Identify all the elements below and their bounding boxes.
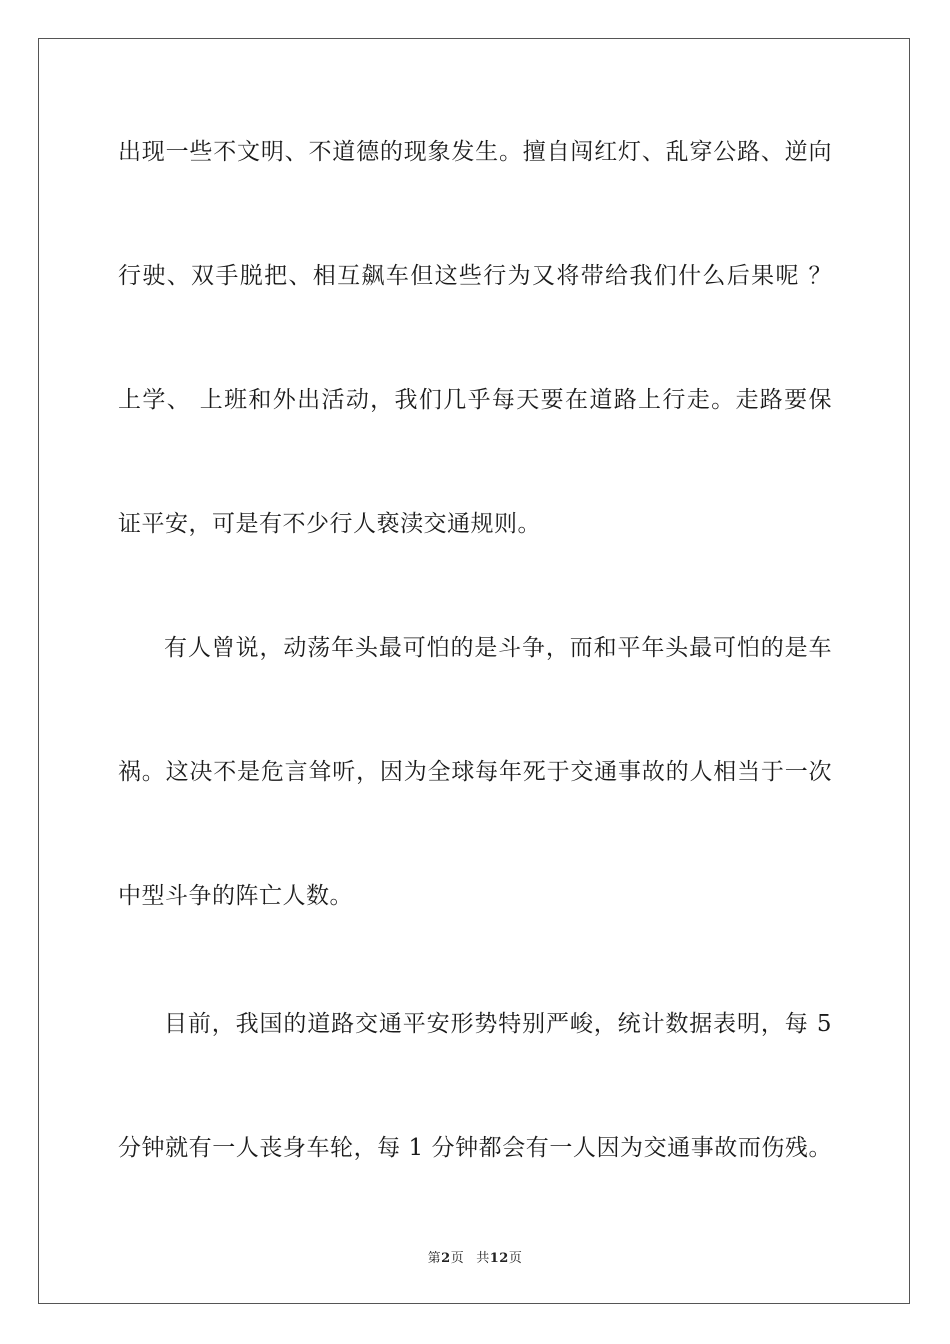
footer-page-suffix: 页 xyxy=(450,1251,465,1266)
body-line-5: 有人曾说，动荡年头最可怕的是斗争，而和平年头最可怕的是车 xyxy=(164,635,832,661)
body-line-6: 祸。这决不是危言耸听，因为全球每年死于交通事故的人相当于一次 xyxy=(118,759,832,785)
body-line-8: 目前，我国的道路交通平安形势特别严峻，统计数据表明，每 5 xyxy=(164,1011,832,1037)
footer-page-prefix: 第 xyxy=(427,1251,442,1266)
footer-total-prefix: 共 xyxy=(476,1251,490,1266)
footer-page-total: 12 xyxy=(489,1251,509,1266)
body-line-1: 出现一些不文明、不道德的现象发生。擅自闯红灯、乱穿公路、逆向 xyxy=(118,139,832,165)
body-line-7: 中型斗争的阵亡人数。 xyxy=(118,883,353,909)
body-line-3: 上学、 上班和外出活动，我们几乎每天要在道路上行走。走路要保 xyxy=(118,387,832,413)
page-footer xyxy=(0,1247,950,1266)
footer-page-current: 2 xyxy=(441,1251,451,1266)
body-line-4: 证平安，可是有不少行人亵渎交通规则。 xyxy=(118,511,541,537)
footer-total-suffix: 页 xyxy=(508,1251,523,1266)
body-line-2: 行驶、双手脱把、相互飙车但这些行为又将带给我们什么后果呢 ？ xyxy=(118,263,832,289)
page-border xyxy=(38,38,910,1304)
body-line-9: 分钟就有一人丧身车轮，每 1 分钟都会有一人因为交通事故而伤残。 xyxy=(118,1135,832,1161)
